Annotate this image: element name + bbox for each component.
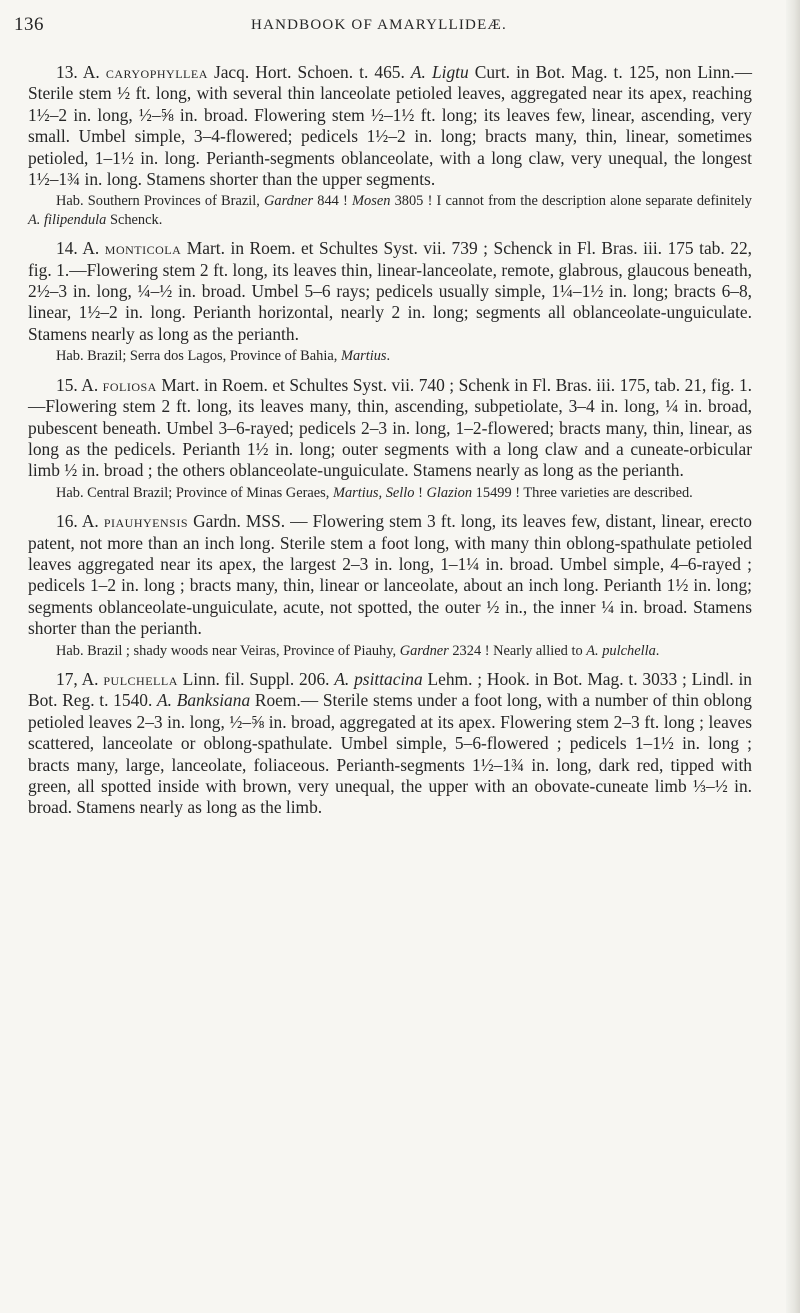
habitat-text: 2324 ! Nearly allied to [448, 642, 587, 659]
species-name: foliosa [102, 374, 157, 395]
habitat-note [28, 484, 752, 502]
species-name: piauhyensis [103, 511, 189, 532]
species-name: caryophyllea [105, 62, 208, 82]
genus-abbrev: A. [82, 238, 100, 259]
species-entry-foliosa [28, 375, 752, 502]
entry-description [28, 62, 752, 190]
habitat-text: 3805 ! I cannot from the description alone separate definitely [390, 193, 753, 210]
habitat-label: Hab. [56, 484, 84, 501]
collector-name: Gardner [399, 642, 449, 659]
collector-name: Mosen [352, 193, 391, 210]
habitat-text: 844 ! [313, 193, 353, 210]
description-text: Roem.— Sterile stems under a foot long, with a number of thin oblong petioled leaves 2–3 in. long, ½–⅝ in. broad, aggregated at its apex. Flowering stem 2–3 ft. long ; leaves scattered, lanceolate or oblong-spathulate. Umbel simple, 5–6-flowered ; pedicels 1–1½ in. long ; bracts many, large, lanceolate, foliaceous. Perianth-segments 1½–1¾ in. long, dark red, tipped with green, all spotted inside with brown, very unequal, the upper with an obovate-cuneate limb ⅓–½ in. broad. Stamens nearly as long as the limb. [28, 690, 752, 818]
habitat-label: Hab. [56, 193, 84, 210]
page-number: 136 [14, 14, 44, 35]
entry-description [28, 238, 752, 345]
entry-number: 13. [56, 62, 78, 82]
species-entry-piauhyensis [28, 511, 752, 660]
collector-name: Martius, Sello [332, 484, 415, 501]
genus-abbrev: A. [81, 668, 99, 689]
species-reference: A. pulchella [586, 642, 656, 659]
species-entry-monticola [28, 238, 752, 365]
page-content [28, 62, 752, 828]
species-name: monticola [104, 238, 182, 259]
habitat-text: Schenck. [106, 211, 163, 228]
entry-description [28, 511, 752, 639]
habitat-text: Brazil ; shady woods near Veiras, Province of Piauhy, [83, 642, 400, 659]
habitat-note [28, 192, 752, 229]
habitat-note [28, 642, 752, 660]
synonym: A. Ligtu [410, 62, 469, 82]
collector-name: Martius [340, 348, 387, 365]
genus-abbrev: A. [82, 62, 100, 82]
entry-description [28, 669, 752, 819]
authority: Jacq. Hort. Schoen. t. 465. [207, 62, 411, 82]
description-text: Gardn. MSS. — Flowering stem 3 ft. long, its leaves few, distant, linear, erecto patent, not more than an inch long. Sterile stem a foot long, with many thin oblong-spathulate petioled leaves aggregated near its apex, the largest 2–3 in. long, 1–1¼ in. broad. Umbel simple, 4–6-rayed ; pedicels 1–2 in. long ; bracts many, thin, linear or lanceolate, about an inch long. Perianth 1½ in. long; segments oblanceolate-unguiculate, acute, not spotted, the outer ½ in., the inner ¼ in. broad. Stamens shorter than the perianth. [28, 511, 752, 639]
habitat-label: Hab. [56, 642, 84, 659]
description-text: Mart. in Roem. et Schultes Syst. vii. 740 ; Schenk in Fl. Bras. iii. 175, tab. 21, fig. 1. —Flowering stem 2 ft. long, its leaves many, thin, ascending, subpetiolate, 3–4 in. long, ¼ in. broad, pubescent beneath. Umbel 3–6-rayed; pedicels 2–3 in. long, 1–2-flowered; bracts many, thin, linear, as long as the pedicels. Perianth 1½ in. long; outer segments with a long claw and a cuneate-orbicular limb ½ in. broad ; the others oblanceolate-unguiculate. Stamens nearly as long as the perianth. [28, 374, 752, 481]
genus-abbrev: A. [81, 511, 99, 532]
species-entry-caryophyllea [28, 62, 752, 229]
entry-description [28, 375, 752, 482]
habitat-text: . [386, 348, 391, 365]
habitat-text: Brazil; Serra dos Lagos, Province of Bahia, [83, 348, 341, 365]
page-header [14, 14, 744, 44]
description-text: Mart. in Roem. et Schultes Syst. vii. 739 ; Schenck in Fl. Bras. iii. 175 tab. 22, fig. 1.—Flowering stem 2 ft. long, its leaves thin, linear-lanceolate, remote, glabrous, glaucous beneath, 2½–3 in. long, ¼–½ in. broad. Umbel 5–6 rays; pedicels usually simple, 1¼–1½ in. long; bracts 6–8, linear, 1½–2 in. long. Perianth horizontal, nearly 2 in. long; segments all oblanceolate-unguiculate. Stamens nearly as long as the perianth. [28, 238, 752, 344]
habitat-note [28, 347, 752, 365]
species-entry-pulchella [28, 669, 752, 819]
species-name: pulchella [103, 668, 178, 689]
authority: Lehm. ; Hook. in Bot. Mag. t. 3033 ; Lindl. in Bot. Reg. t. 1540. [28, 668, 752, 711]
authority: Linn. fil. Suppl. 206. [177, 668, 335, 689]
species-reference: A. filipendula [28, 211, 107, 228]
habitat-text: Central Brazil; Province of Minas Geraes, [83, 484, 333, 501]
entry-number: 14. [56, 238, 78, 259]
synonym: A. Banksiana [157, 690, 251, 711]
entry-number: 17, [56, 668, 78, 689]
habitat-text: Southern Provinces of Brazil, [83, 193, 265, 210]
description-text: Curt. in Bot. Mag. t. 125, non Linn.— Sterile stem ½ ft. long, with several thin lanceolate petioled leaves, aggregated near its apex, reaching 1½–2 in. long, ½–⅝ in. broad. Flowering stem ½–1½ ft. long; its leaves few, linear, ascending, very small. Umbel simple, 3–4-flowered; pedicels 1½–2 in. long; bracts many, thin, linear, sometimes petioled, 1–1½ in. long. Perianth-segments oblanceolate, with a long claw, very unequal, the longest 1½–1¾ in. long. Stamens shorter than the upper segments. [28, 62, 752, 190]
habitat-label: Hab. [56, 348, 84, 365]
collector-name: Glazion [426, 484, 473, 501]
page-binding-edge [786, 0, 800, 1313]
running-head: HANDBOOK OF AMARYLLIDEÆ. [251, 17, 507, 33]
habitat-text: ! [414, 484, 427, 501]
collector-name: Gardner [264, 193, 314, 210]
habitat-text: 15499 ! Three varieties are described. [472, 484, 693, 501]
entry-number: 16. [56, 511, 78, 532]
habitat-text: . [655, 642, 660, 659]
entry-number: 15. [56, 374, 78, 395]
genus-abbrev: A. [81, 374, 99, 395]
synonym: A. psittacina [334, 668, 423, 689]
